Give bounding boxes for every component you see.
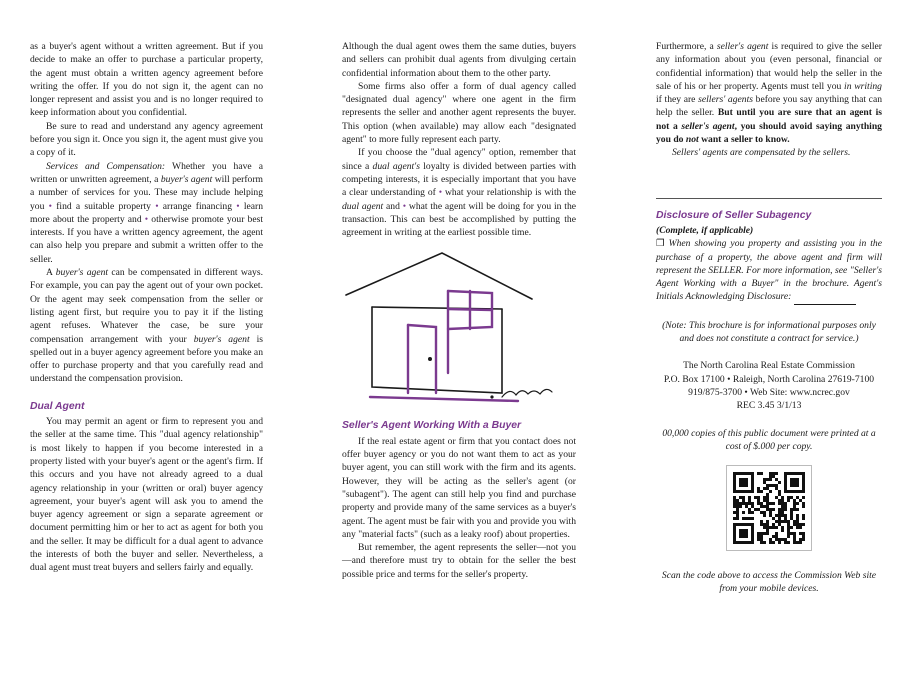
print-cost-note: 00,000 copies of this public document were printed at a cost of $.000 per copy. (662, 427, 876, 452)
services-label: Services and Compensation: (46, 160, 166, 172)
col1-paragraph-1: as a buyer's agent without a written agreement. But if you decide to make an offer to purchase a particular property, the agent must obtain a written agency agreement before writing the offer. If you do not sign it, the agent can no longer represent and assist you and is no longer required to keep information about you confidential. (30, 41, 263, 119)
qr-code-icon[interactable] (726, 465, 812, 551)
disclosure-subheading: (Complete, if applicable) (656, 224, 754, 236)
commission-address (656, 359, 882, 412)
org-line-1: The North Carolina Real Estate Commission (683, 360, 855, 372)
bullet: • (144, 213, 149, 225)
bullet: • (236, 200, 240, 212)
col1-paragraph-3: Services and Compensation: Whether you have a written or unwritten agreement, a buyer's agent will perform a number of services for you. These may include helping you • find a suitable property • arrange financing • learn more about the property and • otherwise promote your best interests. If you have a written agency agreement, the agent can also help you prepare and submit a written offer to the seller. (30, 160, 264, 265)
org-line-3: 919/875-3700 • Web Site: www.ncrec.gov (688, 386, 850, 398)
column-3 (656, 40, 882, 596)
disclosure-heading: Disclosure of Seller Subagency (656, 209, 812, 221)
sellers-agent-heading: Seller's Agent Working With a Buyer (342, 420, 522, 432)
col2-paragraph-5: But remember, the agent represents the seller—not you—and therefore must try to obtain for the seller the best possible price and terms for the seller's property. (342, 542, 576, 580)
col1-paragraph-4: A buyer's agent can be compensated in different ways. For example, you can pay the agent out of your own pocket. Or the agent may seek compensation from the seller or listing agent first, but require you to pay it if the listing agent refuses. Whatever the case, be sure your compensation arrangement with your buyer's agent is spelled out in a buyer agency agreement before you make an offer to purchase property and that you carefully read and understand the compensation provision. (30, 267, 263, 385)
org-line-2: P.O. Box 17100 • Raleigh, North Carolina 27619-7100 (663, 373, 875, 385)
dual-agent-heading: Dual Agent (30, 400, 85, 412)
house-sketch-icon (342, 247, 576, 415)
bullet: • (402, 200, 407, 212)
disclosure-text: ❒ When showing you property and assisting you in the purchase of a property, the above agent and firm will represent the SELLER. For more information, see "Seller's Agent Working with a Buyer" in the brochure. Agent's Initials Acknowledging Disclosure: (656, 237, 882, 304)
column-2 (342, 40, 576, 581)
col1-paragraph-2: Be sure to read and understand any agency agreement before you sign it. Once you sign it, the agent must give you a copy of it. (30, 120, 263, 159)
divider (656, 198, 882, 199)
col2-paragraph-4: If the real estate agent or firm that you contact does not offer buyer agency or you do not want them to act as your buyer agent, you can still work with the firm and its agents. However, they will be acting as the seller's agent (or "subagent"). The agent can still help you find and purchase property and provide many of the same services as a buyer's agent. The agent must be fair with you and provide you with any "material facts" (such as a leaky roof) about properties. (342, 435, 576, 540)
col2-paragraph-3: If you choose the "dual agency" option, remember that since a dual agent's loyalty is divided between parties with competing interests, it is especially important that you have a clear understanding of • what your relationship is with the dual agent and • what the agent will be doing for you in the transaction. This can best be accomplished by putting the agreement in writing at the earliest possible time. (342, 147, 577, 239)
column-1 (30, 40, 263, 575)
col2-paragraph-2: Some firms also offer a form of dual agency called "designated dual agency" where one agent in the firm represents the seller and another agent represents the buyer. This option (when available) may allow each "designated agent" to more fully represent each party. (342, 80, 576, 146)
checkbox-icon[interactable]: ❒ (656, 238, 665, 250)
scan-note: Scan the code above to access the Commission Web site from your mobile devices. (661, 570, 877, 595)
col3-paragraph-1: Furthermore, a seller's agent is required to give the seller any information about you (even personal, financial or confidential information) that would help the seller in the sale of his or her property. Agents must tell you in writing if they are sellers' agents before you say anything that can help the seller. But until you are sure that an agent is not a seller's agent, you should avoid saying anything you do not want a seller to know. (656, 41, 883, 146)
initials-line[interactable] (794, 290, 856, 304)
brochure-note: (Note: This brochure is for informational purposes only and does not constitute a contract for service.) (662, 319, 876, 345)
col3-paragraph-2: Sellers' agents are compensated by the sellers. (672, 147, 851, 159)
org-line-4: REC 3.45 3/1/13 (736, 400, 802, 412)
col1-paragraph-5: You may permit an agent or firm to represent you and the seller at the same time. This "dual agency relationship" is most likely to happen if you become interested in a property listed with your buyer's agent or the agent's firm. If this occurs and you have not already agreed to a dual agency relationship in your (written or oral) buyer agency agreement, your buyer's agent will ask you to amend the buyer agency agreement or sign a separate agreement or document permitting him or her to act as agent for both you and the seller. It may be difficult for a dual agent to advance the interests of both the buyer and seller. Nevertheless, a dual agent must treat buyers and sellers fairly and equally. (30, 416, 263, 574)
bullet: • (48, 200, 52, 212)
col2-paragraph-1: Although the dual agent owes them the same duties, buyers and sellers can prohibit dual agents from divulging certain confidential information about them to the other party. (342, 41, 576, 79)
bullet: • (155, 200, 159, 212)
bullet: • (438, 187, 443, 199)
